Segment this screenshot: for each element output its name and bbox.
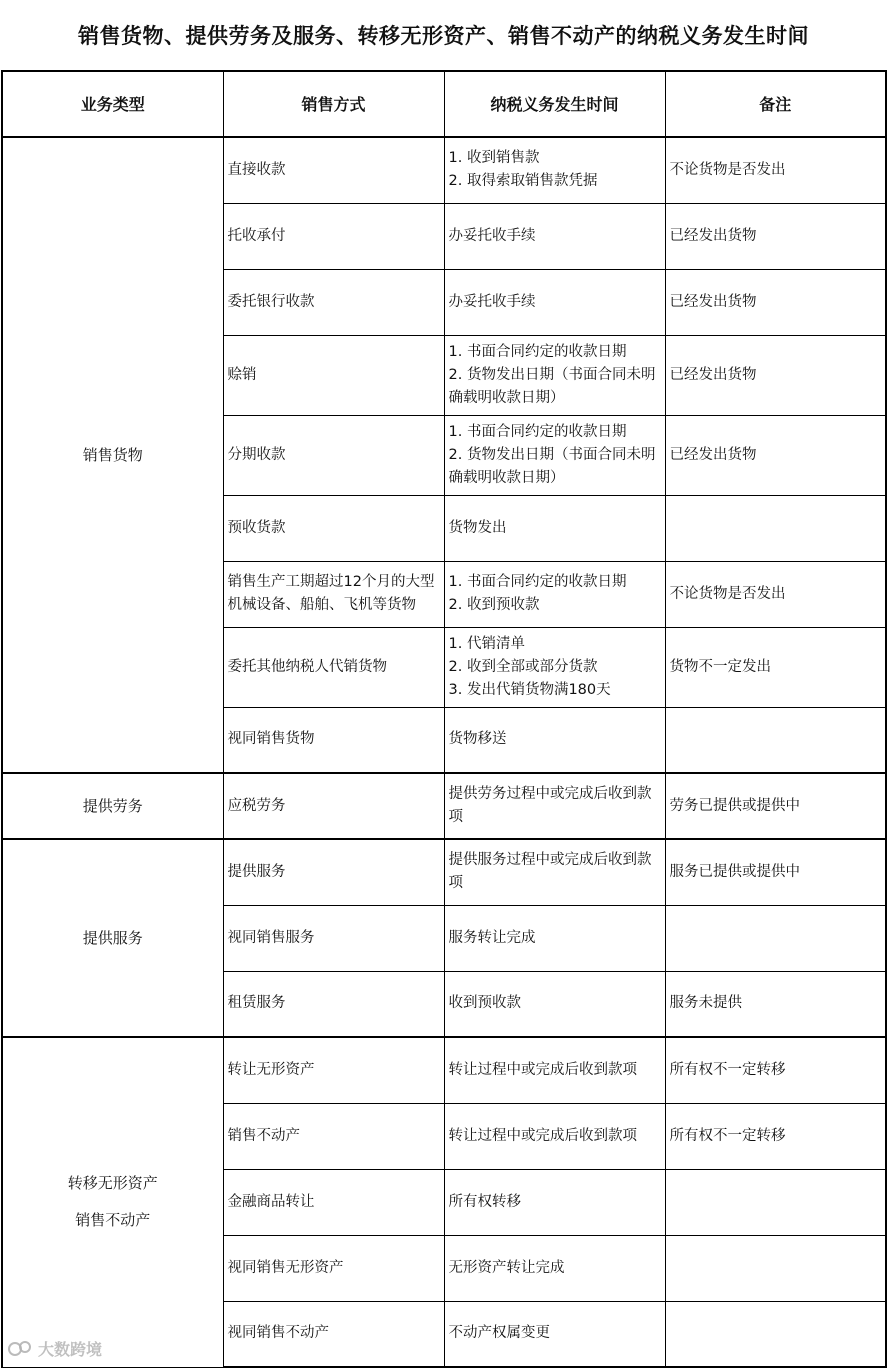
tax-time-line: 2. 收到预收款: [448, 597, 540, 613]
note-cell: 劳务已提供或提供中: [665, 773, 886, 839]
category-label: 转移无形资产: [67, 1174, 158, 1193]
header-tax-time: 纳税义务发生时间: [444, 71, 665, 137]
sales-method-cell: 租赁服务: [223, 971, 444, 1037]
tax-time-cell: [444, 495, 665, 561]
sales-method-cell: 预收货款: [223, 495, 444, 561]
sales-method-cell: 视同销售货物: [223, 707, 444, 773]
tax-time-line: 1. 收到销售款: [448, 150, 540, 167]
note-cell: 所有权不一定转移: [665, 1037, 886, 1103]
tax-time-line: 3. 发出代销货物满180天: [448, 681, 611, 698]
note-cell: [665, 905, 886, 971]
tax-time-line: 货物发出: [448, 519, 507, 536]
category-label: 销售货物: [82, 445, 143, 464]
note-cell: 服务未提供: [665, 971, 886, 1037]
sales-method-cell: 提供服务: [223, 839, 444, 905]
sales-method-cell: 委托其他纳税人代销货物: [223, 627, 444, 707]
note-cell: [665, 1235, 886, 1301]
table-body: [2, 137, 886, 1367]
note-cell: 服务已提供或提供中: [665, 839, 886, 905]
tax-time-line: 1. 书面合同约定的收款日期: [448, 343, 627, 360]
note-cell: [665, 1301, 886, 1367]
note-cell: 已经发出货物: [665, 269, 886, 335]
watermark: [8, 1337, 102, 1360]
header-business-type: 业务类型: [2, 71, 223, 137]
note-cell: 货物不一定发出: [665, 627, 886, 707]
tax-obligation-table: [1, 70, 887, 1368]
category-label: 销售不动产: [75, 1211, 151, 1230]
sales-method-cell: 赊销: [223, 335, 444, 415]
header-note: 备注: [665, 71, 886, 137]
note-cell: 已经发出货物: [665, 335, 886, 415]
watermark-text: 大数跨境: [38, 1340, 103, 1359]
tax-time-line: 不动产权属变更: [448, 1325, 550, 1342]
tax-time-line: 提供劳务过程中或完成后收到款项: [448, 786, 652, 825]
tax-time-line: 1. 书面合同约定的收款日期: [448, 574, 627, 590]
tax-time-line: 提供服务过程中或完成后收到款项: [448, 852, 652, 892]
sales-method-cell: 委托银行收款: [223, 269, 444, 335]
category-cell: [2, 773, 223, 839]
tax-time-line: 办妥托收手续: [448, 293, 536, 310]
tax-time-cell: [444, 269, 665, 335]
note-cell: 已经发出货物: [665, 203, 886, 269]
tax-time-cell: [444, 203, 665, 269]
tax-time-line: 货物移送: [448, 731, 507, 748]
tax-time-line: 1. 代销清单: [448, 635, 525, 652]
header-sales-method: 销售方式: [223, 71, 444, 137]
note-cell: 不论货物是否发出: [665, 137, 886, 203]
sales-method-cell: 直接收款: [223, 137, 444, 203]
tax-time-cell: [444, 561, 665, 627]
sales-method-cell: 销售生产工期超过12个月的大型机械设备、船舶、飞机等货物: [223, 561, 444, 627]
sales-method-cell: 分期收款: [223, 415, 444, 495]
table-row: [2, 773, 886, 839]
sales-method-cell: 应税劳务: [223, 773, 444, 839]
table-header-row: [2, 71, 886, 137]
tax-time-cell: [444, 839, 665, 905]
tax-time-cell: [444, 1037, 665, 1103]
table-row: [2, 1037, 886, 1103]
tax-time-line: 办妥托收手续: [448, 227, 536, 244]
sales-method-cell: 转让无形资产: [223, 1037, 444, 1103]
tax-time-line: 所有权转移: [448, 1193, 521, 1210]
tax-time-cell: [444, 415, 665, 495]
category-cell: [2, 137, 223, 773]
logo-icon: [8, 1339, 34, 1359]
category-cell: [2, 1037, 223, 1367]
category-label: 提供服务: [82, 928, 143, 947]
tax-time-cell: [444, 1235, 665, 1301]
tax-time-cell: [444, 1301, 665, 1367]
tax-time-cell: [444, 627, 665, 707]
table-row: [2, 137, 886, 203]
table-row: [2, 839, 886, 905]
tax-time-line: 2. 收到全部或部分货款: [448, 658, 598, 675]
note-cell: 所有权不一定转移: [665, 1103, 886, 1169]
note-cell: 已经发出货物: [665, 415, 886, 495]
tax-time-line: 服务转让完成: [448, 929, 536, 946]
tax-time-cell: [444, 905, 665, 971]
tax-time-line: 收到预收款: [448, 995, 521, 1012]
sales-method-cell: 视同销售不动产: [223, 1301, 444, 1367]
tax-time-cell: [444, 137, 665, 203]
sales-method-cell: 销售不动产: [223, 1103, 444, 1169]
page-title: 销售货物、提供劳务及服务、转移无形资产、销售不动产的纳税义务发生时间: [78, 24, 809, 48]
tax-time-cell: [444, 707, 665, 773]
sales-method-cell: 视同销售服务: [223, 905, 444, 971]
tax-time-line: 转让过程中或完成后收到款项: [448, 1061, 637, 1078]
note-cell: [665, 1169, 886, 1235]
sales-method-cell: 视同销售无形资产: [223, 1235, 444, 1301]
category-cell: [2, 839, 223, 1037]
tax-time-line: 2. 货物发出日期（书面合同未明确载明收款日期）: [448, 446, 656, 486]
category-label: 提供劳务: [82, 796, 143, 815]
tax-time-cell: [444, 773, 665, 839]
note-cell: [665, 495, 886, 561]
tax-time-line: 转让过程中或完成后收到款项: [448, 1127, 637, 1144]
sales-method-cell: 金融商品转让: [223, 1169, 444, 1235]
sales-method-cell: 托收承付: [223, 203, 444, 269]
tax-time-line: 2. 取得索取销售款凭据: [448, 173, 598, 190]
tax-time-line: 无形资产转让完成: [448, 1259, 565, 1276]
tax-time-cell: [444, 971, 665, 1037]
tax-time-cell: [444, 1169, 665, 1235]
tax-time-line: 1. 书面合同约定的收款日期: [448, 423, 627, 440]
note-cell: [665, 707, 886, 773]
note-cell: 不论货物是否发出: [665, 561, 886, 627]
tax-time-cell: [444, 1103, 665, 1169]
tax-time-line: 2. 货物发出日期（书面合同未明确载明收款日期）: [448, 366, 656, 406]
tax-time-cell: [444, 335, 665, 415]
